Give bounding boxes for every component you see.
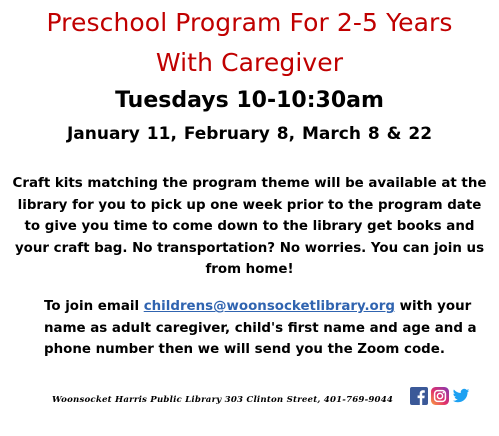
craft-kit-paragraph: Craft kits matching the program theme will be available at the library for you to pick up one week prior to the program date to give you time to come down to the library get books and your craft bag. No transportation? No worries. You can join us from home! <box>12 176 487 277</box>
facebook-icon[interactable] <box>410 387 428 405</box>
flyer-title-line-2: With Caregiver <box>155 48 344 77</box>
library-footer: Woonsocket Harris Public Library 303 Clinton Street, 401-769-9044 <box>52 395 394 405</box>
join-suffix: with your name as adult caregiver, child's first name and age and a phone number then we will send you the Zoom code. <box>44 299 477 357</box>
social-icons <box>410 387 470 405</box>
schedule-dates: January 11, February 8, March 8 & 22 <box>66 124 433 144</box>
instagram-icon[interactable] <box>431 387 449 405</box>
join-instructions <box>44 296 492 361</box>
flyer-title-line-1: Preschool Program For 2-5 Years <box>46 8 453 37</box>
twitter-icon[interactable] <box>452 387 470 405</box>
email-link[interactable]: childrens@woonsocketlibrary.org <box>143 299 395 314</box>
join-prefix: To join email <box>44 299 144 314</box>
schedule-time: Tuesdays 10-10:30am <box>115 88 384 113</box>
